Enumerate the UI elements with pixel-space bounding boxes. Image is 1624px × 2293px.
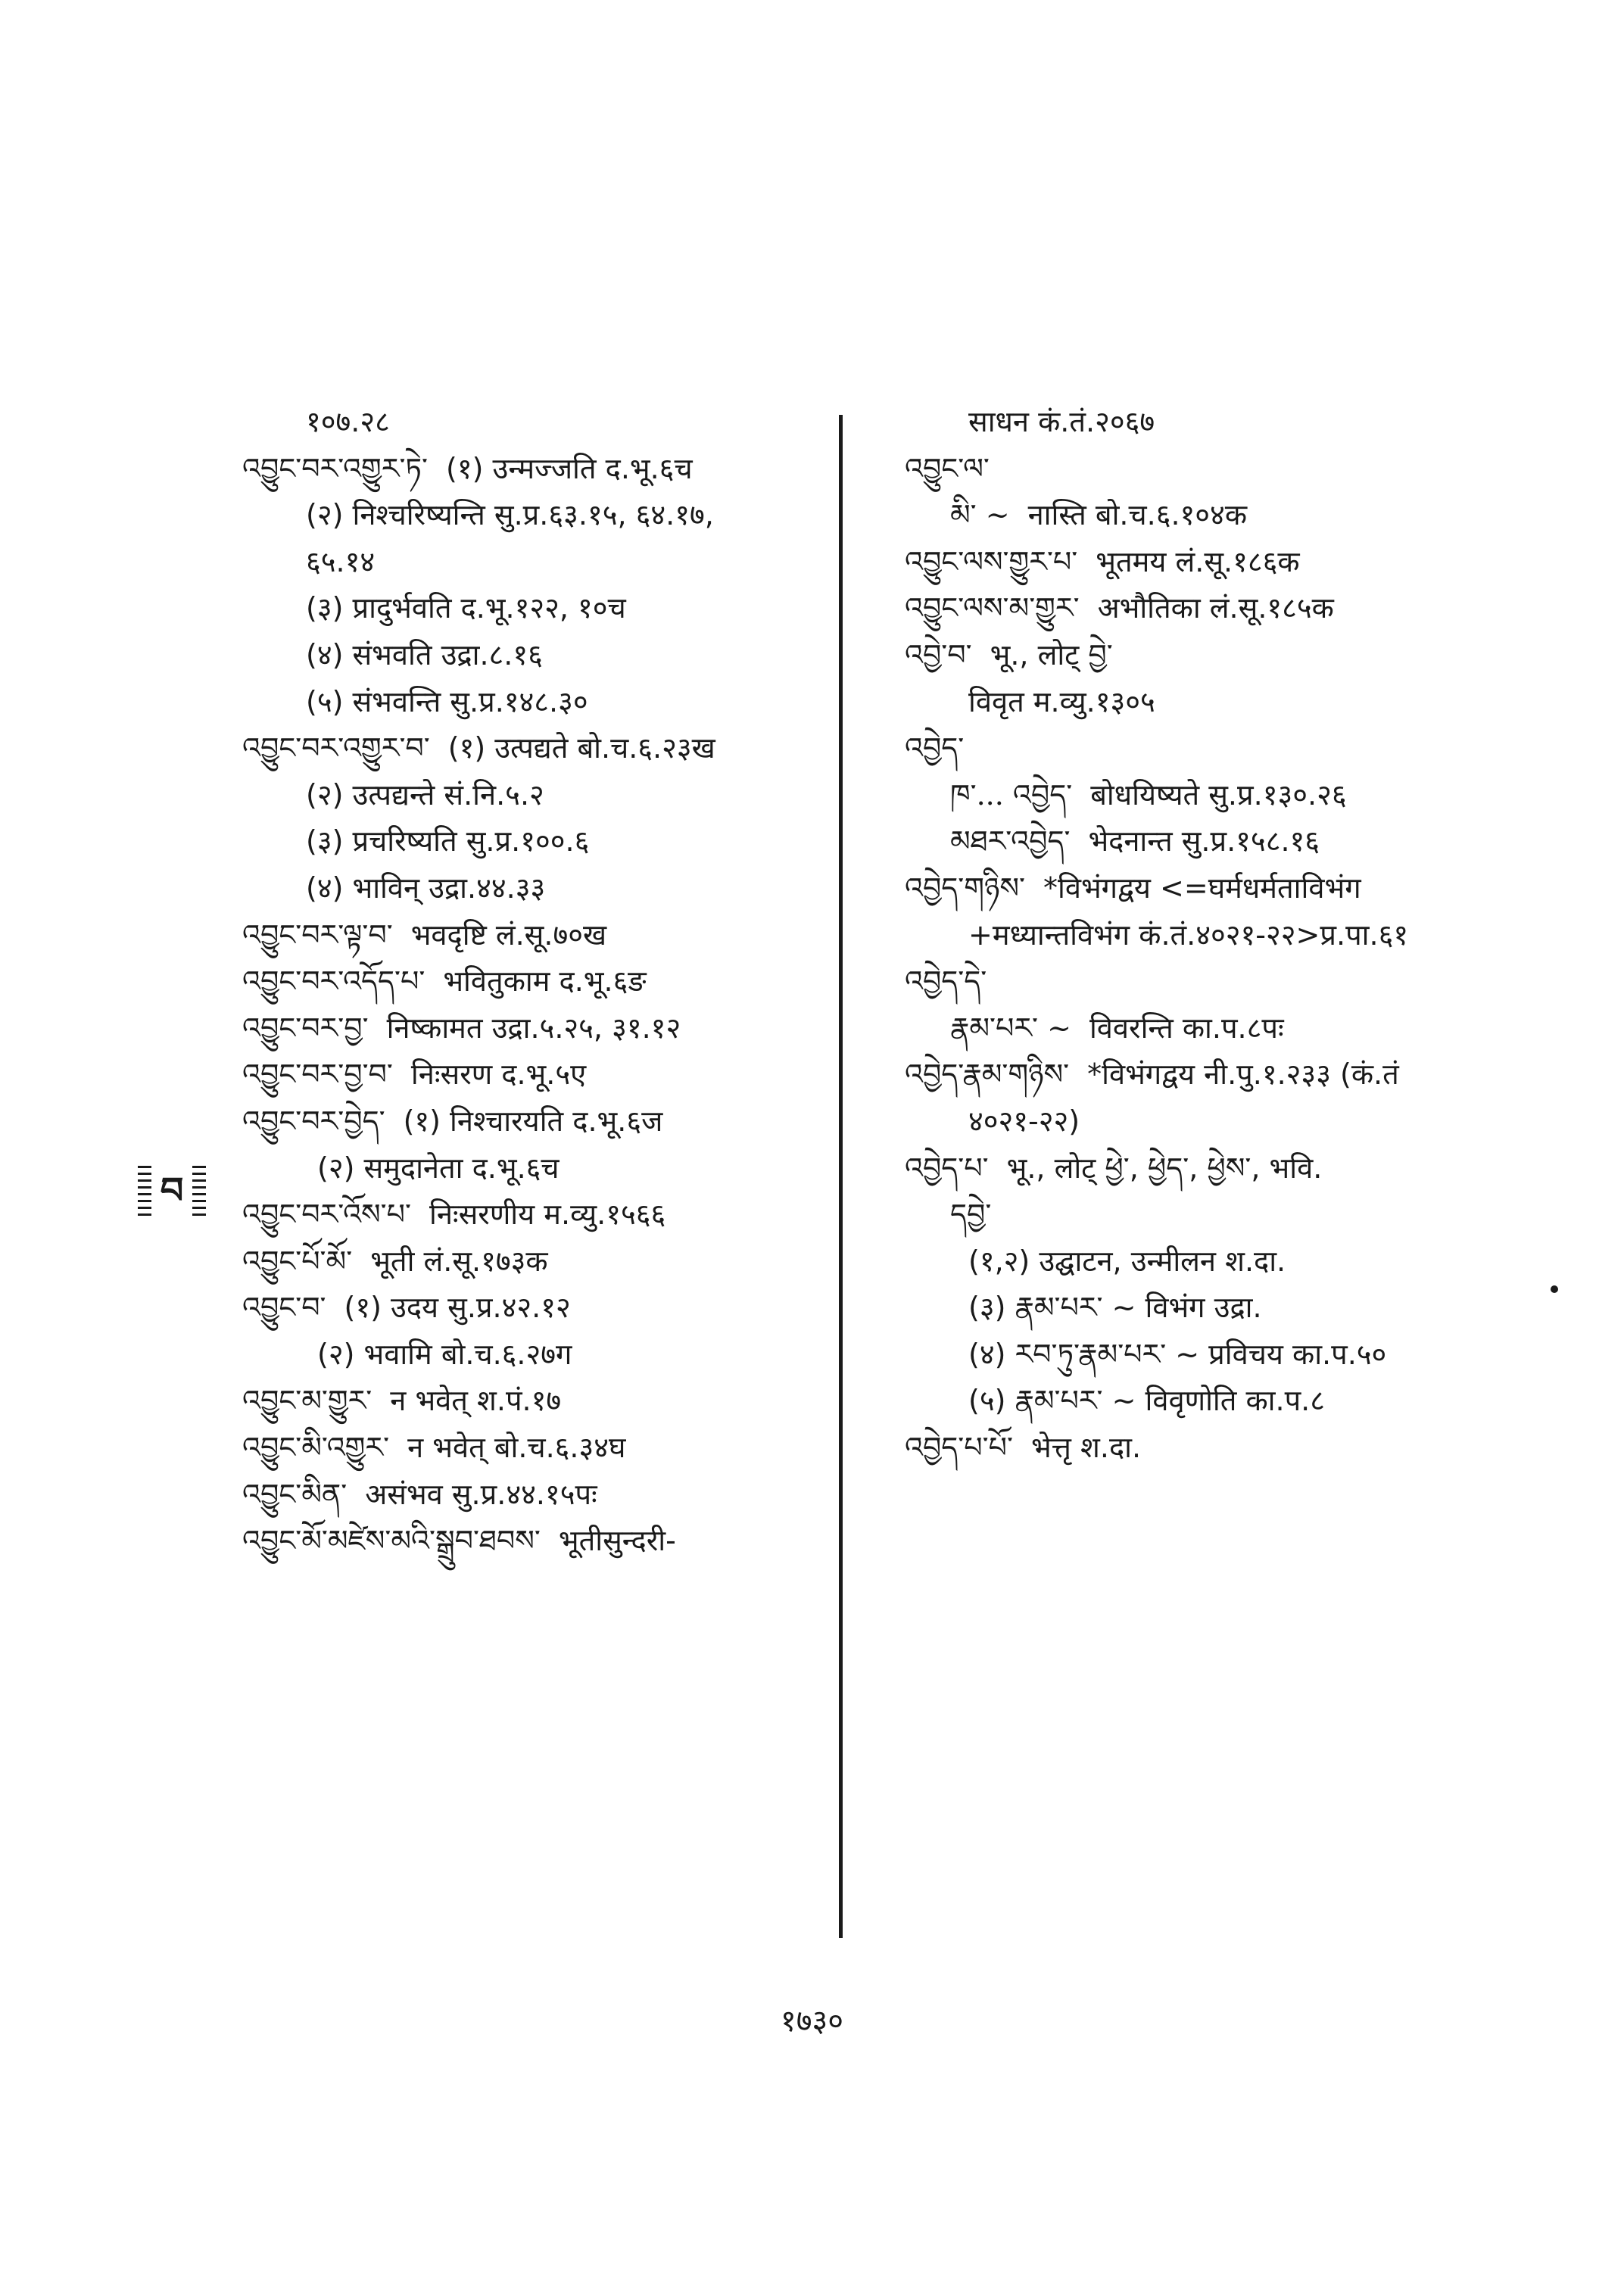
dictionary-entry xyxy=(227,1245,848,1279)
dictionary-entry xyxy=(227,871,848,906)
dictionary-entry xyxy=(890,1104,1571,1139)
sanskrit-equivalent: भूती लं.सू.१७३क xyxy=(370,1244,548,1278)
sanskrit-equivalent: *विभंगद्वय <=घर्मधर्मताविभंग xyxy=(1043,871,1361,905)
sanskrit-equivalent: (४) संभवति उद्रा.८.१६ xyxy=(306,637,543,671)
tibetan-headword: འབྱེད་ xyxy=(905,731,965,765)
sanskrit-equivalent: विवरन्ति का.प.८पः xyxy=(1089,1011,1284,1045)
dictionary-entry xyxy=(890,964,1571,999)
dictionary-entry xyxy=(227,405,848,440)
sanskrit-equivalent: (४) भाविन् उद्रा.४४.३३ xyxy=(306,871,546,905)
dictionary-entry xyxy=(890,405,1571,440)
dictionary-entry xyxy=(227,452,848,487)
dictionary-entry xyxy=(890,778,1571,813)
sanskrit-equivalent: ६५.१४ xyxy=(306,544,376,578)
dictionary-entry xyxy=(890,591,1571,626)
tibetan-headword: འབྱེ་བ་ xyxy=(905,637,972,671)
dictionary-entry xyxy=(227,638,848,673)
left-column xyxy=(227,405,848,1571)
sanskrit-equivalent: (२) निश्चरिष्यन्ति सु.प्र.६३.१५, ६४.१७, xyxy=(306,498,714,532)
dictionary-entry xyxy=(890,1058,1571,1092)
dictionary-entry xyxy=(227,498,848,533)
tibetan-headword: འབྱུང་མིན་ xyxy=(242,1477,348,1511)
tibetan-headword: འབྱུང་བར་བྱ་ xyxy=(242,1011,369,1045)
dictionary-entry xyxy=(890,1011,1571,1046)
dictionary-entry xyxy=(227,1104,848,1139)
sanskrit-equivalent: भू., लोट् ཕྱེ་, ཕྱེད་, ཕྱེས་, भवि. xyxy=(1006,1151,1323,1185)
print-speck xyxy=(1551,1285,1558,1293)
page-number: १७३० xyxy=(780,2004,844,2039)
sanskrit-equivalent: (१) उदय सु.प्र.४२.१२ xyxy=(344,1291,571,1325)
tibetan-headword: འབྱུང་མ་གྱུར་ xyxy=(242,1384,372,1418)
dictionary-entry xyxy=(227,1151,848,1186)
tibetan-headword: འབྱེད་རྣམ་གཉིས་ xyxy=(905,1058,1070,1092)
sanskrit-equivalent: निःसरणीय म.व्यु.१५६६ xyxy=(429,1198,666,1232)
sanskrit-equivalent: (३) प्रादुर्भवति द.भू.१२२, १०च xyxy=(306,591,626,625)
dictionary-entry xyxy=(227,591,848,626)
tibetan-headword: འབྱེད་དེ་ xyxy=(905,964,987,999)
dictionary-entry xyxy=(890,1431,1571,1466)
sanskrit-equivalent: भवितुकाम द.भू.६ङ xyxy=(443,964,647,999)
sanskrit-equivalent: अभौतिका लं.सू.१८५क xyxy=(1097,591,1334,625)
column-divider xyxy=(839,415,843,1938)
dictionary-entry xyxy=(227,1291,848,1326)
sanskrit-equivalent: (१) उन्मज्जति द.भू.६च xyxy=(446,451,693,485)
sanskrit-equivalent: (५) संभवन्ति सु.प्र.१४८.३० xyxy=(306,684,588,718)
sanskrit-equivalent: भूतमय लं.सू.१८६क xyxy=(1096,544,1300,578)
dictionary-entry xyxy=(890,452,1571,487)
sanskrit-equivalent: *विभंगद्वय नी.पु.१.२३३ (कं.तं xyxy=(1087,1058,1399,1092)
tibetan-headword: འབྱུང་མི་འགྱུར་ xyxy=(242,1431,390,1465)
sanskrit-equivalent: न भवेत् बो.च.६.३४घ xyxy=(407,1431,626,1465)
dictionary-entry xyxy=(890,1151,1571,1186)
dictionary-entry xyxy=(890,871,1571,906)
dictionary-entry xyxy=(227,1198,848,1232)
dictionary-entry xyxy=(890,638,1571,673)
tibetan-headword: འབྱུང་ལས་གྱུར་པ་ xyxy=(905,544,1078,578)
tibetan-headword: འབྱུང་བར་འགྱུར་ཏེ་ xyxy=(242,451,428,485)
sanskrit-equivalent: नास्ति बो.च.६.१०४क xyxy=(1027,498,1248,532)
dictionary-entry xyxy=(227,1338,848,1372)
dictionary-entry xyxy=(890,1291,1571,1326)
dictionary-entry xyxy=(227,1011,848,1046)
tibetan-headword: འབྱུང་བར་འགྱུར་བ་ xyxy=(242,731,430,765)
tibetan-headword: འབྱུང་བར་བྱ་བ་ xyxy=(242,1058,393,1092)
tibetan-headword: འབྱུང་བར་ལྟ་བ་ xyxy=(242,918,393,952)
tibetan-headword: འབྱུང་བར་བྱེད་ xyxy=(242,1104,385,1138)
tibetan-headword: དབྱེ་ xyxy=(950,1198,992,1232)
dictionary-entry xyxy=(227,824,848,859)
sanskrit-equivalent: असंभव सु.प्र.४४.१५पः xyxy=(365,1477,597,1511)
sanskrit-equivalent: (३) རྣམ་པར་ ~ विभंग उद्रा. xyxy=(968,1291,1262,1325)
sanskrit-equivalent: (२) उत्पद्यन्ते सं.नि.५.२ xyxy=(306,777,544,812)
thumb-index-tab: བ xyxy=(138,1166,206,1216)
dictionary-entry xyxy=(227,1384,848,1419)
tibetan-headword: འབྱུང་བ་ xyxy=(242,1291,326,1325)
dictionary-entry xyxy=(890,1384,1571,1419)
dictionary-entry xyxy=(227,545,848,580)
dictionary-entry xyxy=(227,731,848,766)
dictionary-entry xyxy=(890,498,1571,533)
dictionary-entry xyxy=(890,1338,1571,1372)
tibetan-headword: འབྱེད་པ་ xyxy=(905,1151,989,1185)
sanskrit-equivalent: भेत्तृ श.दा. xyxy=(1030,1431,1142,1465)
sanskrit-equivalent: (२) समुदानेता द.भू.६च xyxy=(317,1151,560,1185)
dictionary-entry xyxy=(227,1478,848,1513)
tibetan-headword: འབྱུང་པོ་མོ་ xyxy=(242,1244,353,1278)
tibetan-headword: འབྱུང་ལས་མ་གྱུར་ xyxy=(905,591,1080,625)
sanskrit-equivalent: भवदृष्टि लं.सू.७०ख xyxy=(410,918,607,952)
sanskrit-equivalent: भेदनान्त सु.प्र.१५८.१६ xyxy=(1088,824,1320,858)
sanskrit-equivalent: +मध्यान्तविभंग कं.तं.४०२१-२२>प्र.पा.६१ xyxy=(968,918,1409,952)
sanskrit-equivalent: (२) भवामि बो.च.६.२७ग xyxy=(317,1337,572,1371)
dictionary-entry xyxy=(227,964,848,999)
dictionary-entry xyxy=(227,1431,848,1466)
sanskrit-equivalent: (५) རྣམ་པར་ ~ विवृणोति का.प.८ xyxy=(968,1384,1326,1418)
sanskrit-equivalent: (१) उत्पद्यते बो.च.६.२३ख xyxy=(447,731,715,765)
tibetan-headword: འབྱེད་གཉིས་ xyxy=(905,871,1025,905)
sanskrit-equivalent: बोधयिष्यते सु.प्र.१३०.२६ xyxy=(1090,777,1347,812)
tibetan-headword: འབྱུང་བར་འོས་པ་ xyxy=(242,1198,411,1232)
tibetan-headword: འབྱུང་ལ་ xyxy=(905,451,990,485)
tibetan-headword: མི་ ~ xyxy=(950,498,1010,532)
dictionary-entry xyxy=(890,1245,1571,1279)
dictionary-entry xyxy=(890,545,1571,580)
tibetan-headword: རྣམ་པར་ ~ xyxy=(950,1011,1071,1045)
dictionary-entry xyxy=(890,824,1571,859)
tibetan-headword: མཐར་འབྱེད་ xyxy=(950,824,1071,858)
dictionary-entry xyxy=(890,1198,1571,1232)
sanskrit-equivalent: भूतीसुन्दरी- xyxy=(558,1524,676,1558)
sanskrit-equivalent: भू., लोट् བྱེ་ xyxy=(990,637,1113,671)
dictionary-entry xyxy=(227,1524,848,1559)
sanskrit-equivalent: (३) प्रचरिष्यति सु.प्र.१००.६ xyxy=(306,824,590,858)
sanskrit-equivalent: निष्कामत उद्रा.५.२५, ३१.१२ xyxy=(386,1011,681,1045)
dictionary-entry xyxy=(227,1058,848,1092)
dictionary-entry xyxy=(890,685,1571,720)
sanskrit-equivalent: न भवेत् श.पं.१७ xyxy=(390,1384,562,1418)
sanskrit-equivalent: (४) རབ་ཏུ་རྣམ་པར་ ~ प्रविचय का.प.५० xyxy=(968,1337,1387,1371)
sanskrit-equivalent: विवृत म.व्यु.१३०५ xyxy=(968,684,1155,718)
sanskrit-equivalent: (१) निश्चारयति द.भू.६ज xyxy=(403,1104,663,1138)
tibetan-headword: འབྱུང་མོ་མཛེས་མའི་སྒྲུབ་ཐབས་ xyxy=(242,1524,541,1558)
sanskrit-equivalent: साधन कं.तं.२०६७ xyxy=(968,405,1155,438)
dictionary-entry xyxy=(890,918,1571,953)
dictionary-entry xyxy=(227,778,848,813)
tibetan-headword: འབྱེད་པ་པོ་ xyxy=(905,1431,1013,1465)
sanskrit-equivalent: (१,२) उद्घाटन, उन्मीलन श.दा. xyxy=(968,1244,1286,1278)
right-column xyxy=(890,405,1571,1478)
dictionary-entry xyxy=(227,685,848,720)
sanskrit-equivalent: १०७.२८ xyxy=(306,405,390,438)
sanskrit-equivalent: निःसरण द.भू.५ए xyxy=(410,1058,587,1092)
sanskrit-equivalent: ४०२१-२२) xyxy=(968,1104,1080,1138)
tibetan-headword: ཁ་... འབྱེད་ xyxy=(950,777,1073,812)
dictionary-entry xyxy=(227,918,848,953)
tibetan-headword: འབྱུང་བར་འདོད་པ་ xyxy=(242,964,425,999)
dictionary-entry xyxy=(890,731,1571,766)
